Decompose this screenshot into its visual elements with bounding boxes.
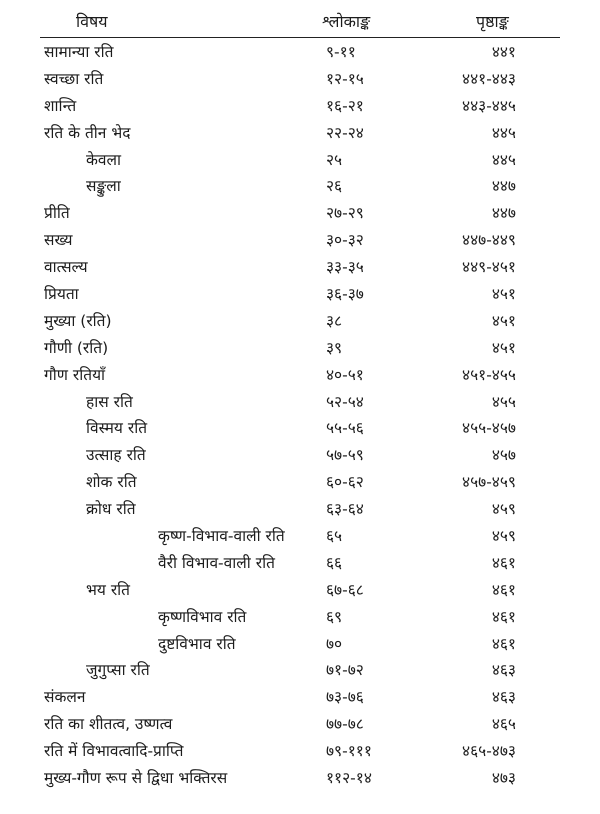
row-subject: मुख्य-गौण रूप से द्विधा भक्तिरस: [44, 769, 228, 788]
table-row: [0, 657, 600, 684]
row-verses: ७०: [326, 634, 343, 653]
table-row: [0, 469, 600, 496]
row-pages: ४५९: [491, 500, 516, 519]
table-row: [0, 496, 600, 523]
row-verses: ५२-५४: [326, 392, 364, 411]
row-pages: ४५७-४५९: [462, 473, 516, 492]
row-verses: ५७-५९: [326, 446, 364, 465]
row-subject: सख्य: [44, 231, 73, 250]
row-subject: रति में विभावत्वादि-प्राप्ति: [44, 742, 184, 761]
row-verses: १२-१५: [326, 69, 364, 88]
table-row: [0, 335, 600, 362]
row-pages: ४५५-४५७: [462, 419, 516, 438]
row-verses: ७७-७८: [326, 715, 364, 734]
table-row: [0, 523, 600, 550]
row-verses: ६६: [326, 553, 343, 572]
row-subject: वात्सल्य: [44, 258, 88, 277]
table-row: [0, 711, 600, 738]
row-verses: ४०-५१: [326, 365, 364, 384]
row-verses: ६७-६८: [326, 580, 364, 599]
table-header: [0, 6, 600, 36]
table-row: [0, 389, 600, 416]
row-pages: ४५१-४५५: [462, 365, 516, 384]
row-subject: हास रति: [86, 392, 133, 411]
row-pages: ४६१: [491, 607, 516, 626]
table-row: [0, 550, 600, 577]
row-subject: मुख्या (रति): [44, 311, 112, 330]
row-subject: वैरी विभाव-वाली रति: [158, 553, 275, 572]
row-verses: २२-२४: [326, 123, 364, 142]
table-row: [0, 604, 600, 631]
row-verses: ५५-५६: [326, 419, 364, 438]
row-pages: ४४७-४४९: [462, 231, 516, 250]
row-verses: ७१-७२: [326, 661, 364, 680]
row-subject: सामान्या रति: [44, 43, 114, 61]
row-verses: ३०-३२: [326, 231, 364, 250]
row-subject: क्रोध रति: [86, 500, 136, 519]
header-rule: [40, 37, 560, 38]
row-pages: ४४७: [491, 204, 516, 223]
row-pages: ४५७: [491, 446, 516, 465]
row-verses: ६९: [326, 607, 343, 626]
table-row: [0, 147, 600, 174]
row-subject: प्रीति: [44, 204, 70, 223]
row-verses: २७-२९: [326, 204, 364, 223]
row-pages: ४५१: [491, 311, 516, 330]
row-subject: रति का शीतत्व, उष्णत्व: [44, 715, 173, 734]
row-subject: कृष्णविभाव रति: [158, 607, 247, 626]
row-pages: ४६३: [491, 688, 516, 707]
table-row: [0, 684, 600, 711]
table-row: [0, 308, 600, 335]
table-row: [0, 577, 600, 604]
table-row: [0, 254, 600, 281]
table-row: [0, 93, 600, 120]
row-verses: ३३-३५: [326, 258, 364, 277]
table-row: [0, 738, 600, 765]
table-row: [0, 442, 600, 469]
row-subject: शान्ति: [44, 96, 77, 115]
row-pages: ४६३: [491, 661, 516, 680]
row-verses: ६५: [326, 527, 343, 546]
row-pages: ४४५: [491, 150, 516, 169]
row-pages: ४६५-४७३: [462, 742, 516, 761]
row-subject: दुष्टविभाव रति: [158, 634, 236, 653]
row-pages: ४७३: [491, 769, 516, 788]
header-verses: श्लोकाङ्क: [322, 12, 371, 31]
header-subject: विषय: [76, 12, 108, 31]
row-verses: ६०-६२: [326, 473, 364, 492]
row-subject: उत्साह रति: [86, 446, 146, 465]
row-subject: जुगुप्सा रति: [86, 661, 150, 680]
row-verses: ३६-३७: [326, 285, 364, 304]
row-subject: सङ्कुला: [86, 177, 121, 196]
row-subject: कृष्ण-विभाव-वाली रति: [158, 527, 285, 546]
row-pages: ४६१: [491, 634, 516, 653]
table-row: [0, 66, 600, 93]
row-verses: २६: [326, 177, 343, 196]
row-subject: भय रति: [86, 580, 131, 599]
row-verses: २५: [326, 150, 343, 169]
header-pages: पृष्ठाङ्क: [476, 12, 509, 31]
row-verses: ६३-६४: [326, 500, 364, 519]
row-pages: ४५९: [491, 527, 516, 546]
table-row: [0, 120, 600, 147]
row-pages: ४६१: [491, 553, 516, 572]
row-subject: शोक रति: [86, 473, 137, 492]
row-subject: गौण रतियाँ: [44, 365, 106, 384]
row-verses: १६-२१: [326, 96, 364, 115]
row-subject: संकलन: [44, 688, 86, 707]
table-row: [0, 39, 600, 66]
row-verses: ९-११: [326, 43, 356, 61]
row-pages: ४४१-४४३: [462, 69, 516, 88]
row-verses: ३९: [326, 338, 343, 357]
row-subject: केवला: [86, 150, 122, 169]
row-verses: ११२-१४: [326, 769, 372, 788]
row-pages: ४४७: [491, 177, 516, 196]
row-subject: विस्मय रति: [86, 419, 148, 438]
table-row: [0, 765, 600, 792]
row-subject: रति के तीन भेद: [44, 123, 131, 142]
row-pages: ४४१: [491, 43, 516, 61]
row-pages: ४५५: [491, 392, 516, 411]
table-row: [0, 415, 600, 442]
row-subject: प्रियता: [44, 285, 79, 304]
row-verses: ७३-७६: [326, 688, 364, 707]
row-pages: ४५१: [491, 338, 516, 357]
table-row: [0, 281, 600, 308]
row-pages: ४६१: [491, 580, 516, 599]
table-row: [0, 362, 600, 389]
row-pages: ४६५: [491, 715, 516, 734]
row-pages: ४४५: [491, 123, 516, 142]
table-row: [0, 173, 600, 200]
table-row: [0, 631, 600, 658]
row-verses: ७९-१११: [326, 742, 372, 761]
table-row: [0, 200, 600, 227]
row-subject: गौणी (रति): [44, 338, 109, 357]
table-row: [0, 227, 600, 254]
row-pages: ४४३-४४५: [462, 96, 516, 115]
contents-list: [0, 39, 600, 792]
row-pages: ४४९-४५१: [462, 258, 516, 277]
row-subject: स्वच्छा रति: [44, 69, 104, 88]
row-verses: ३८: [326, 311, 343, 330]
row-pages: ४५१: [491, 285, 516, 304]
